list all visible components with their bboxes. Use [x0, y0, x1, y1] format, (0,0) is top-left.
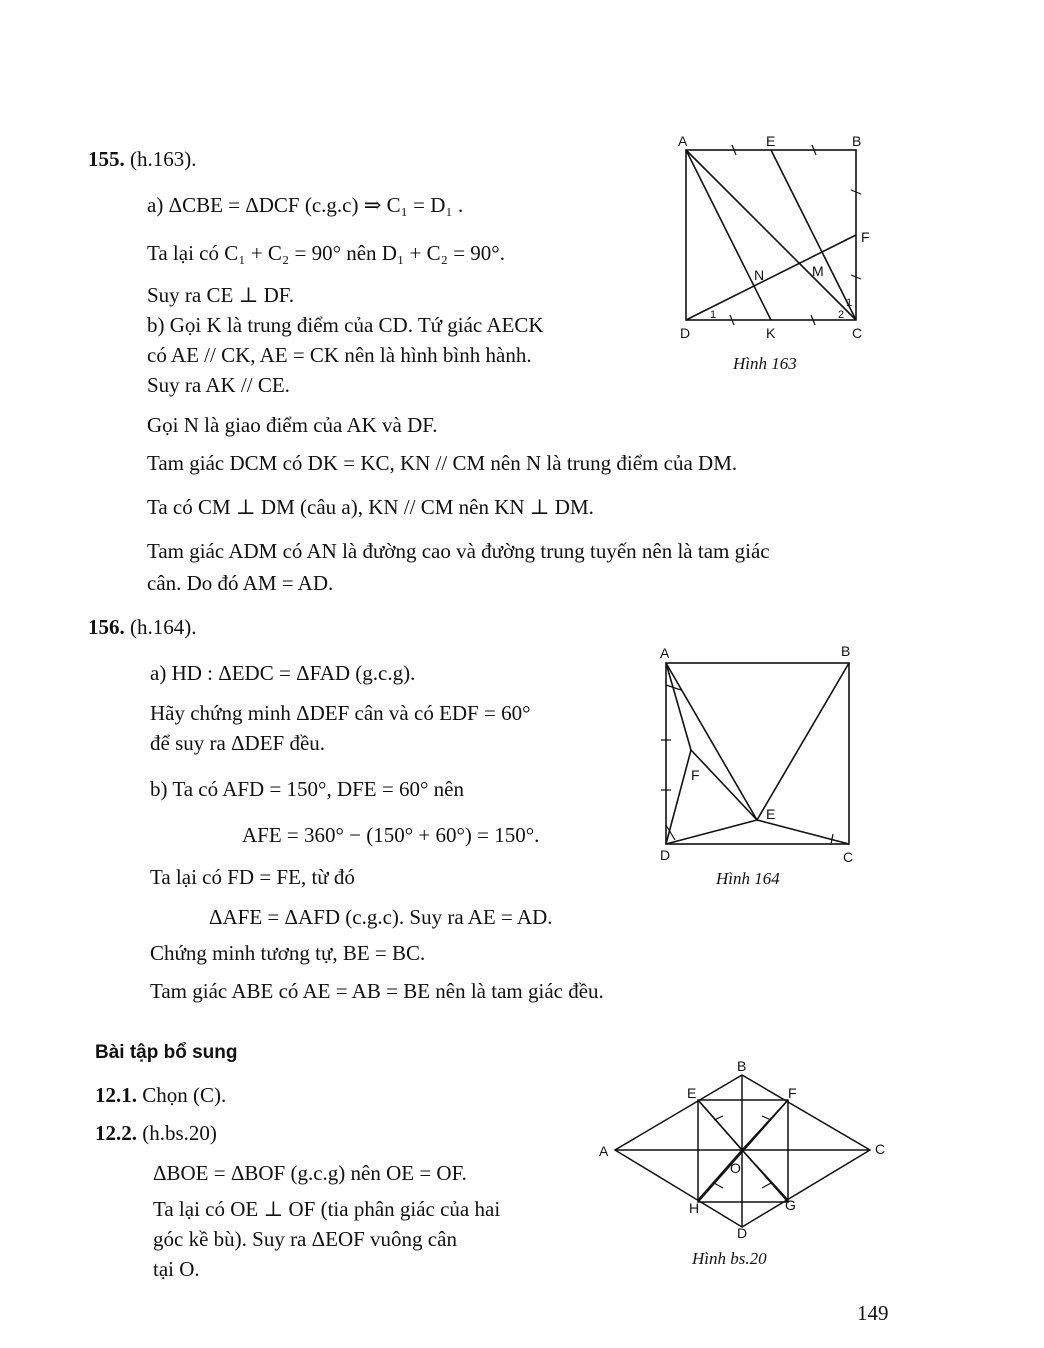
figure-164	[655, 640, 875, 870]
label-n: N	[754, 267, 765, 283]
label-e: E	[687, 1085, 697, 1101]
figure-ref: (h.164).	[130, 615, 197, 639]
p155-line7: Gọi N là giao điểm của AK và DF.	[147, 413, 438, 437]
problem-155	[88, 146, 197, 172]
p155-line1: a) ΔCBE = ΔDCF (c.g.c) ⇒ C₁ = D₁ .	[147, 193, 464, 217]
label-g: G	[785, 1197, 796, 1213]
segment-ae	[666, 663, 757, 820]
label-a: A	[599, 1143, 609, 1159]
p155-line6: Suy ra AK // CE.	[147, 373, 290, 397]
segment-fd	[666, 750, 691, 844]
label-h: H	[689, 1200, 700, 1216]
label-a: A	[660, 645, 670, 661]
segment-df	[686, 235, 856, 320]
e122-line4: tại O.	[153, 1257, 200, 1281]
p155-line8: Tam giác DCM có DK = KC, KN // CM nên N là trung điểm của DM.	[147, 451, 738, 475]
p156-line6: Ta lại có FD = FE, từ đó	[150, 865, 355, 889]
label-f: F	[788, 1085, 797, 1101]
e122-line2: Ta lại có OE ⊥ OF (tia phân giác của hai	[153, 1197, 501, 1221]
label-d: D	[737, 1225, 748, 1241]
e122-line1: ΔBOE = ΔBOF (g.c.g) nên OE = OF.	[153, 1161, 467, 1185]
label-d: D	[680, 325, 691, 341]
angle-c1: 1	[846, 297, 853, 309]
label-a: A	[678, 133, 688, 149]
segment-ec	[771, 150, 856, 320]
label-k: K	[766, 325, 776, 341]
angle-c2: 2	[838, 309, 845, 321]
label-b: B	[737, 1058, 747, 1074]
caption-164: Hình 164	[716, 869, 780, 888]
figure-bs20	[595, 1055, 895, 1255]
problem-156	[88, 614, 197, 640]
segment-af	[666, 663, 691, 750]
segment-fe	[691, 750, 757, 820]
figure-163	[670, 130, 890, 380]
segment-de	[666, 820, 757, 844]
label-e: E	[766, 133, 776, 149]
p156-line3: để suy ra ΔDEF đều.	[150, 731, 326, 755]
p156-line2: Hãy chứng minh ΔDEF cân và có EDF = 60°	[150, 701, 531, 725]
label-b: B	[852, 133, 862, 149]
label-f: F	[691, 767, 700, 783]
exercise-number: 12.2.	[95, 1121, 137, 1145]
segment-ac	[686, 150, 856, 320]
p156-line1: a) HD : ΔEDC = ΔFAD (g.c.g).	[150, 661, 416, 685]
caption-163: Hình 163	[733, 354, 797, 373]
section-heading: Bài tập bổ sung	[95, 1042, 238, 1063]
segment-be	[757, 663, 849, 820]
exercise-answer: Chọn (C).	[142, 1083, 227, 1107]
p155-line9: Ta có CM ⊥ DM (câu a), KN // CM nên KN ⊥ DM.	[147, 495, 594, 519]
page-number: 149	[857, 1301, 889, 1325]
figure-ref: (h.163).	[130, 147, 197, 171]
exercise-number: 12.1.	[95, 1083, 137, 1107]
p156-line5: AFE = 360° − (150° + 60°) = 150°.	[242, 823, 540, 847]
p156-line4: b) Ta có AFD = 150°, DFE = 60° nên	[150, 777, 464, 801]
p155-line11: cân. Do đó AM = AD.	[147, 571, 334, 595]
p155-line5: có AE // CK, AE = CK nên là hình bình hành.	[147, 343, 532, 367]
label-o: O	[730, 1160, 741, 1176]
exercise-12-2	[95, 1120, 217, 1146]
figure-ref: (h.bs.20)	[142, 1121, 217, 1145]
p155-line10: Tam giác ADM có AN là đường cao và đường trung tuyến nên là tam giác	[147, 539, 770, 563]
segment-ce	[757, 820, 849, 844]
label-e: E	[766, 806, 776, 822]
problem-number: 156.	[88, 615, 125, 639]
p156-line7: ΔAFE = ΔAFD (c.g.c). Suy ra AE = AD.	[209, 905, 553, 929]
label-c: C	[843, 849, 854, 865]
problem-number: 155.	[88, 147, 125, 171]
label-m: M	[812, 263, 824, 279]
angle-d1: 1	[710, 309, 717, 321]
p156-line9: Tam giác ABE có AE = AB = BE nên là tam giác đều.	[150, 979, 604, 1003]
p155-line2: Ta lại có C₁ + C₂ = 90° nên D₁ + C₂ = 90°.	[147, 241, 505, 265]
exercise-12-1	[95, 1082, 226, 1108]
p155-line3: Suy ra CE ⊥ DF.	[147, 283, 294, 307]
label-d: D	[660, 847, 671, 863]
segment-ak	[686, 150, 771, 320]
p156-line8: Chứng minh tương tự, BE = BC.	[150, 941, 426, 965]
label-b: B	[841, 643, 851, 659]
label-c: C	[852, 325, 863, 341]
e122-line3: góc kề bù). Suy ra ΔEOF vuông cân	[153, 1227, 457, 1251]
p155-line4: b) Gọi K là trung điểm của CD. Tứ giác AECK	[147, 313, 544, 337]
label-f: F	[861, 229, 870, 245]
caption-bs20: Hình bs.20	[692, 1249, 767, 1268]
label-c: C	[875, 1141, 886, 1157]
